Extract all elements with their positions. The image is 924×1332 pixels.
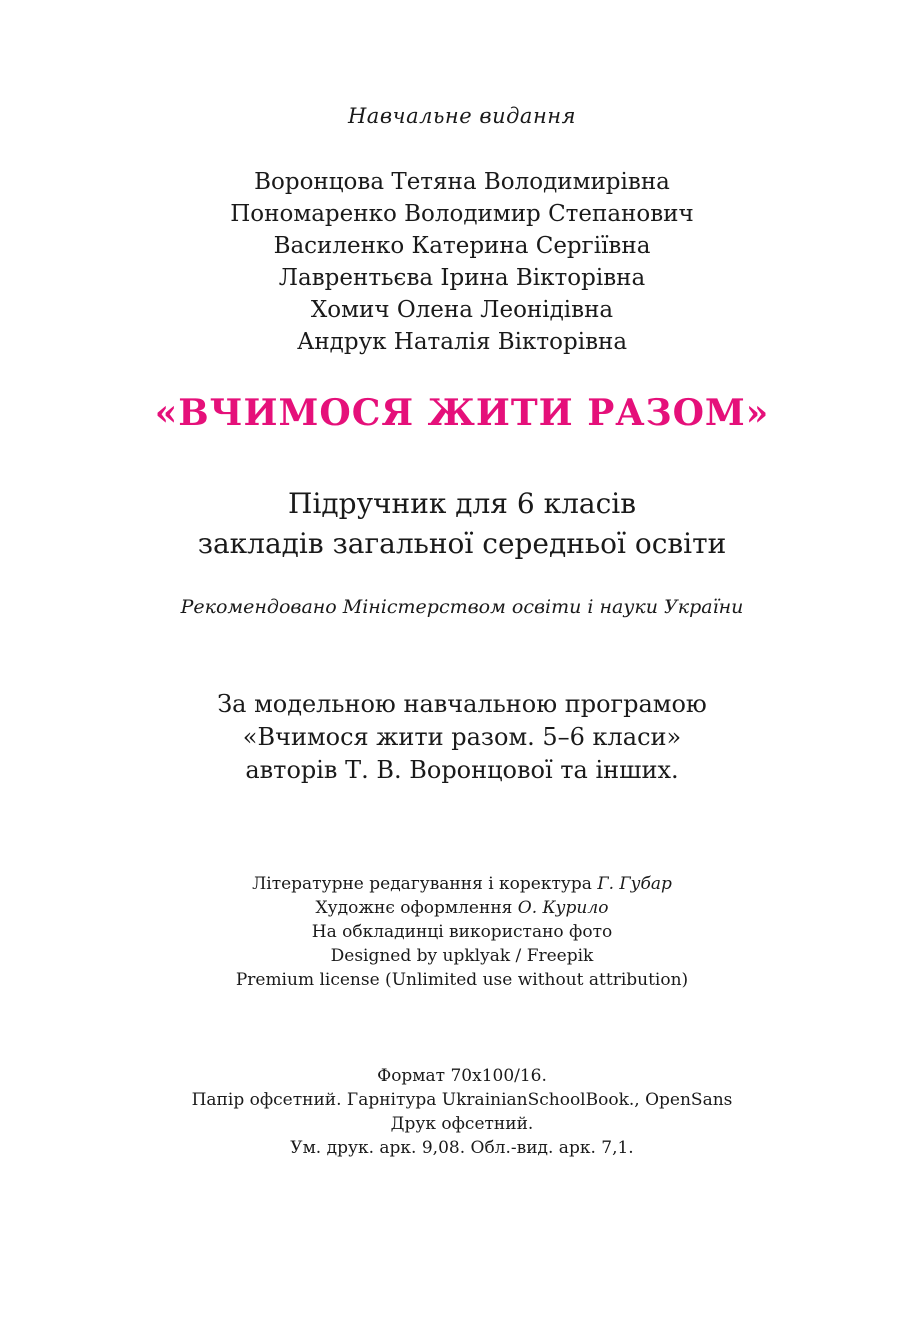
author-name: Василенко Катерина Сергіївна [273,233,651,259]
authors-list [0,166,924,358]
art-design-credit [0,896,924,920]
program-line: авторів Т. В. Воронцової та інших. [245,756,679,784]
author-name: Пономаренко Володимир Степанович [230,201,694,227]
subtitle-line: закладів загальної середньої освіти [197,527,727,560]
print-spec-line: Формат 70х100/16. [377,1066,547,1086]
edition-type: Навчальне видання [347,104,577,128]
author-name: Андрук Наталія Вікторівна [296,329,628,355]
program-note [0,688,924,787]
literary-editing-credit [0,872,924,896]
print-spec-line: Ум. друк. арк. 9,08. Обл.-вид. арк. 7,1. [290,1138,634,1158]
print-specs [0,1064,924,1160]
designed-by-credit: Designed by upklyak / Freepik [330,946,594,966]
art-design-label: Художнє оформлення [315,898,513,918]
subtitle-line: Підручник для 6 класів [288,487,636,520]
literary-editing-name: Г. Губар [597,874,672,894]
book-subtitle [0,484,924,564]
cover-photo-credit: На обкладинці використано фото [311,922,613,942]
author-name: Хомич Олена Леонідівна [310,297,614,323]
author-name: Воронцова Тетяна Володимирівна [254,169,670,195]
credits-block [0,872,924,992]
author-name: Лаврентьєва Ірина Вікторівна [278,265,646,291]
literary-editing-label: Літературне редагування і коректура [252,874,592,894]
art-design-name: О. Курило [517,898,609,918]
ministry-recommendation: Рекомендовано Міністерством освіти і науки України [180,596,744,618]
book-title: «ВЧИМОСЯ ЖИТИ РАЗОМ» [154,392,770,434]
print-spec-line: Друк офсетний. [390,1114,534,1134]
license-credit: Premium license (Unlimited use without attribution) [235,970,689,990]
print-spec-line: Папір офсетний. Гарнітура UkrainianSchoolBook., OpenSans [191,1090,733,1110]
program-line: За модельною навчальною програмою [217,690,707,718]
program-line: «Вчимося жити разом. 5–6 класи» [242,723,682,751]
